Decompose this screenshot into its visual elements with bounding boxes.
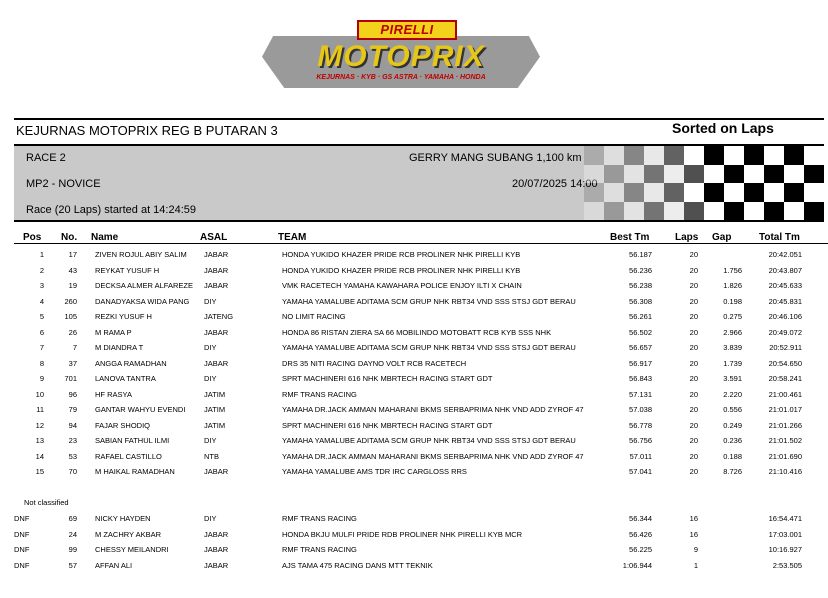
cell-pos: 9: [39, 374, 44, 383]
cell-no: 69: [68, 514, 77, 523]
cell-gap: 1.826: [723, 281, 742, 290]
cell-team: RMF TRANS RACING: [282, 514, 357, 523]
flag-square: [584, 202, 604, 221]
cell-asal: JATIM: [204, 420, 226, 430]
cell-name: M ZACHRY AKBAR: [95, 529, 161, 539]
cell-pos: 15: [35, 467, 44, 476]
cell-gap: 2.220: [723, 389, 742, 399]
cell-name: HF RASYA: [95, 389, 132, 399]
cell-asal: JABAR: [204, 560, 229, 570]
cell-asal: JABAR: [204, 545, 229, 554]
cell-total: 10:16.927: [768, 545, 802, 554]
cell-total: 20:52.911: [769, 343, 802, 352]
cell-name: M DIANDRA T: [95, 343, 144, 352]
race-circuit: GERRY MANG SUBANG 1,100 km: [409, 152, 582, 164]
race-start: Race (20 Laps) started at 14:24:59: [26, 204, 196, 216]
cell-no: 37: [68, 358, 77, 368]
cell-name: NICKY HAYDEN: [95, 514, 151, 523]
cell-name: M RAMA P: [95, 327, 132, 337]
flag-square: [624, 146, 644, 165]
cell-laps: 20: [689, 327, 698, 337]
cell-asal: JATENG: [204, 312, 234, 321]
cell-best: 57.011: [629, 451, 652, 461]
flag-square: [624, 202, 644, 221]
motoprix-wordmark: MOTOPRIX: [317, 40, 485, 73]
sponsor-strip: KEJURNAS · KYB · GS ASTRA · YAMAHA · HONDA: [316, 74, 486, 81]
sorted-label: Sorted on Laps: [672, 120, 774, 136]
cell-total: 2:53.505: [772, 560, 802, 570]
cell-pos: 14: [35, 451, 44, 461]
cell-best: 56.778: [629, 420, 652, 430]
cell-laps: 9: [693, 545, 698, 554]
cell-laps: 20: [689, 405, 698, 414]
cell-no: 26: [68, 327, 77, 337]
cell-team: SPRT MACHINERI 616 NHK MBRTECH RACING START GDT: [282, 374, 493, 383]
flag-square: [664, 183, 684, 202]
cell-name: REZKI YUSUF H: [95, 312, 152, 321]
cell-asal: JABAR: [204, 327, 229, 337]
race-name: RACE 2: [26, 152, 66, 164]
cell-gap: 0.275: [723, 312, 742, 321]
flag-square: [804, 146, 824, 165]
cell-total: 16:54.471: [768, 514, 802, 523]
cell-gap: 2.966: [723, 327, 742, 337]
cell-no: 23: [68, 436, 77, 445]
flag-square: [644, 183, 664, 202]
cell-team: YAMAHA YAMALUBE ADITAMA SCM GRUP NHK RBT34 VND SSS STSJ GDT BERAU: [282, 343, 576, 352]
cell-best: 56.225: [629, 545, 652, 554]
cell-asal: JABAR: [204, 250, 229, 259]
cell-asal: DIY: [204, 514, 217, 523]
race-class: MP2 - NOVICE: [26, 178, 101, 190]
flag-square: [684, 146, 704, 165]
flag-square: [764, 146, 784, 165]
cell-gap: 0.249: [723, 420, 742, 430]
cell-pos: 13: [35, 436, 44, 445]
header-underline: [14, 243, 828, 244]
cell-team: HONDA YUKIDO KHAZER PRIDE RCB PROLINER NHK PIRELLI KYB: [282, 265, 521, 275]
flag-square: [724, 202, 744, 221]
cell-team: DRS 35 NITI RACING DAYNO VOLT RCB RACETECH: [282, 358, 467, 368]
cell-name: SABIAN FATHUL ILMI: [95, 436, 170, 445]
cell-total: 21:01.690: [768, 451, 802, 461]
flag-square: [684, 165, 704, 184]
cell-gap: 1.739: [723, 358, 742, 368]
cell-pos: 1: [39, 250, 44, 259]
flag-square: [764, 183, 784, 202]
cell-name: GANTAR WAHYU EVENDI: [95, 405, 186, 414]
cell-no: 7: [72, 343, 77, 352]
cell-no: 96: [68, 389, 77, 399]
flag-square: [664, 165, 684, 184]
cell-asal: JABAR: [204, 529, 229, 539]
cell-gap: 0.198: [723, 296, 742, 306]
cell-total: 20:46.106: [768, 312, 802, 321]
cell-gap: 0.236: [723, 436, 742, 445]
cell-total: 20:49.072: [768, 327, 802, 337]
cell-gap: 3.591: [723, 374, 742, 383]
flag-square: [724, 165, 744, 184]
cell-no: 19: [68, 281, 77, 290]
cell-laps: 20: [689, 358, 698, 368]
flag-square: [624, 183, 644, 202]
cell-no: 105: [64, 312, 77, 321]
race-date: 20/07/2025 14:00: [512, 178, 598, 190]
cell-team: YAMAHA YAMALUBE ADITAMA SCM GRUP NHK RBT34 VND SSS STSJ GDT BERAU: [282, 296, 576, 306]
header-best: Best Tm: [610, 232, 650, 243]
cell-total: 20:42.051: [768, 250, 802, 259]
cell-total: 20:43.807: [768, 265, 802, 275]
cell-asal: JABAR: [204, 265, 229, 275]
flag-square: [704, 165, 724, 184]
cell-no: 99: [68, 545, 77, 554]
cell-asal: JABAR: [204, 281, 229, 290]
cell-best: 56.308: [629, 296, 652, 306]
flag-square: [804, 165, 824, 184]
cell-team: YAMAHA YAMALUBE ADITAMA SCM GRUP NHK RBT34 VND SSS STSJ GDT BERAU: [282, 436, 576, 445]
cell-pos: 3: [39, 281, 44, 290]
flag-square: [624, 165, 644, 184]
cell-name: CHESSY MEILANDRI: [95, 545, 169, 554]
flag-square: [744, 183, 764, 202]
cell-name: AFFAN ALI: [95, 560, 133, 570]
flag-square: [584, 146, 604, 165]
cell-best: 57.041: [629, 467, 652, 476]
cell-total: 21:10.416: [768, 467, 802, 476]
flag-square: [604, 165, 624, 184]
cell-asal: DIY: [204, 343, 217, 352]
cell-laps: 20: [689, 420, 698, 430]
flag-square: [704, 146, 724, 165]
cell-pos: 4: [39, 296, 44, 306]
cell-best: 56.238: [629, 281, 652, 290]
not-classified-label: Not classified: [24, 498, 69, 507]
cell-name: DECKSA ALMER ALFAREZE: [95, 281, 193, 290]
cell-laps: 20: [689, 451, 698, 461]
pirelli-badge: PIRELLI: [357, 20, 457, 40]
cell-no: 24: [68, 529, 77, 539]
header-total: Total Tm: [759, 232, 800, 243]
cell-best: 56.502: [629, 327, 652, 337]
cell-pos: 10: [35, 389, 44, 399]
cell-team: YAMAHA YAMALUBE AMS TDR IRC CARGLOSS RRS: [282, 467, 467, 476]
cell-team: YAMAHA DR.JACK AMMAN MAHARANI BKMS SERBAPRIMA NHK VND ADD ZYROF 47: [282, 451, 584, 461]
checkered-flag: [584, 146, 824, 220]
cell-pos: 12: [35, 420, 44, 430]
cell-asal: DIY: [204, 374, 217, 383]
cell-team: RMF TRANS RACING: [282, 545, 357, 554]
header-name: Name: [91, 232, 119, 243]
cell-gap: 3.839: [723, 343, 742, 352]
cell-total: 21:01.017: [768, 405, 802, 414]
cell-best: 56.917: [629, 358, 652, 368]
flag-square: [704, 183, 724, 202]
flag-square: [764, 202, 784, 221]
flag-square: [704, 202, 724, 221]
cell-laps: 20: [689, 467, 698, 476]
flag-square: [744, 202, 764, 221]
cell-name: M HAIKAL RAMADHAN: [95, 467, 175, 476]
cell-asal: JABAR: [204, 467, 229, 476]
cell-best: 56.657: [629, 343, 652, 352]
cell-asal: DIY: [204, 296, 217, 306]
cell-name: FAJAR SHODIQ: [95, 420, 151, 430]
cell-laps: 16: [689, 514, 698, 523]
cell-best: 56.236: [629, 265, 652, 275]
cell-laps: 20: [689, 312, 698, 321]
cell-laps: 20: [689, 281, 698, 290]
cell-pos: 2: [39, 265, 44, 275]
cell-asal: JATIM: [204, 389, 226, 399]
cell-team: AJS TAMA 475 RACING DANS MTT TEKNIK: [282, 560, 433, 570]
cell-team: RMF TRANS RACING: [282, 389, 357, 399]
cell-no: 53: [68, 451, 77, 461]
cell-no: 43: [68, 265, 77, 275]
header-pos: Pos: [23, 232, 42, 243]
cell-best: 56.344: [629, 514, 652, 523]
cell-team: HONDA YUKIDO KHAZER PRIDE RCB PROLINER NHK PIRELLI KYB: [282, 250, 521, 259]
cell-laps: 20: [689, 389, 698, 399]
cell-team: SPRT MACHINERI 616 NHK MBRTECH RACING START GDT: [282, 420, 493, 430]
flag-square: [604, 183, 624, 202]
cell-laps: 20: [689, 374, 698, 383]
flag-square: [664, 146, 684, 165]
cell-total: 20:45.633: [768, 281, 802, 290]
flag-square: [804, 183, 824, 202]
cell-pos: 7: [39, 343, 44, 352]
cell-pos: 6: [39, 327, 44, 337]
cell-name: LANOVA TANTRA: [95, 374, 156, 383]
cell-no: 79: [68, 405, 77, 414]
flag-square: [764, 165, 784, 184]
header-team: TEAM: [278, 232, 307, 243]
cell-asal: JABAR: [204, 358, 229, 368]
cell-pos: 5: [39, 312, 44, 321]
cell-no: 17: [68, 250, 77, 259]
cell-best: 57.038: [629, 405, 652, 414]
header-no: No.: [61, 232, 78, 243]
cell-asal: DIY: [204, 436, 217, 445]
cell-best: 56.843: [629, 374, 652, 383]
cell-laps: 20: [689, 265, 698, 275]
cell-laps: 1: [693, 560, 698, 570]
flag-square: [684, 202, 704, 221]
cell-pos: 8: [39, 358, 44, 368]
race-info-box: [14, 144, 824, 222]
flag-square: [664, 202, 684, 221]
cell-no: 94: [68, 420, 77, 430]
cell-gap: 8.726: [723, 467, 742, 476]
header-asal: ASAL: [200, 232, 228, 243]
cell-gap: 0.188: [723, 451, 742, 461]
cell-no: 701: [64, 374, 77, 383]
cell-asal: JATIM: [204, 405, 226, 414]
flag-square: [784, 183, 804, 202]
cell-laps: 20: [689, 436, 698, 445]
cell-total: 20:58.241: [768, 374, 802, 383]
cell-best: 56.261: [629, 312, 652, 321]
cell-team: VMK RACETECH YAMAHA KAWAHARA POLICE ENJOY ILTI X CHAIN: [282, 281, 522, 290]
cell-pos: DNF: [14, 560, 30, 570]
cell-team: HONDA BKJU MULFI PRIDE RDB PROLINER NHK PIRELLI KYB MCR: [282, 529, 523, 539]
flag-square: [784, 146, 804, 165]
flag-square: [644, 165, 664, 184]
flag-square: [784, 202, 804, 221]
flag-square: [604, 146, 624, 165]
cell-no: 70: [68, 467, 77, 476]
cell-total: 21:00.461: [768, 389, 802, 399]
cell-total: 20:45.831: [768, 296, 802, 306]
cell-laps: 20: [689, 343, 698, 352]
cell-best: 1:06.944: [622, 560, 652, 570]
cell-name: ZIVEN ROJUL ABIY SALIM: [95, 250, 187, 259]
flag-square: [744, 146, 764, 165]
cell-asal: NTB: [204, 451, 219, 461]
cell-total: 17:03.001: [768, 529, 802, 539]
motoprix-logo: [262, 18, 540, 88]
flag-square: [584, 183, 604, 202]
cell-laps: 16: [689, 529, 698, 539]
cell-name: RAFAEL CASTILLO: [95, 451, 162, 461]
cell-total: 21:01.502: [768, 436, 802, 445]
cell-pos: DNF: [14, 529, 30, 539]
flag-square: [724, 183, 744, 202]
cell-total: 21:01.266: [768, 420, 802, 430]
cell-laps: 20: [689, 250, 698, 259]
cell-team: YAMAHA DR.JACK AMMAN MAHARANI BKMS SERBAPRIMA NHK VND ADD ZYROF 47: [282, 405, 584, 414]
cell-pos: 11: [36, 405, 44, 414]
cell-gap: 0.556: [723, 405, 742, 414]
cell-no: 57: [68, 560, 77, 570]
cell-best: 56.426: [629, 529, 652, 539]
cell-best: 57.131: [629, 389, 652, 399]
flag-square: [804, 202, 824, 221]
header-gap: Gap: [712, 232, 732, 243]
cell-name: ANGGA RAMADHAN: [95, 358, 167, 368]
flag-square: [784, 165, 804, 184]
cell-laps: 20: [689, 296, 698, 306]
flag-square: [744, 165, 764, 184]
cell-team: HONDA 86 RISTAN ZIERA SA 66 MOBILINDO MOTOBATT RCB KYB SSS NHK: [282, 327, 552, 337]
cell-best: 56.187: [629, 250, 652, 259]
flag-square: [584, 165, 604, 184]
cell-name: DANADYAKSA WIDA PANG: [95, 296, 190, 306]
flag-square: [604, 202, 624, 221]
flag-square: [644, 202, 664, 221]
flag-square: [644, 146, 664, 165]
cell-pos: DNF: [14, 514, 30, 523]
flag-square: [684, 183, 704, 202]
cell-best: 56.756: [629, 436, 652, 445]
cell-no: 260: [64, 296, 77, 306]
cell-team: NO LIMIT RACING: [282, 312, 346, 321]
cell-name: REYKAT YUSUF H: [95, 265, 160, 275]
flag-square: [724, 146, 744, 165]
cell-gap: 1.756: [723, 265, 742, 275]
cell-total: 20:54.650: [768, 358, 802, 368]
cell-pos: DNF: [14, 545, 30, 554]
header-laps: Laps: [675, 232, 699, 243]
event-title: KEJURNAS MOTOPRIX REG B PUTARAN 3: [16, 123, 278, 138]
